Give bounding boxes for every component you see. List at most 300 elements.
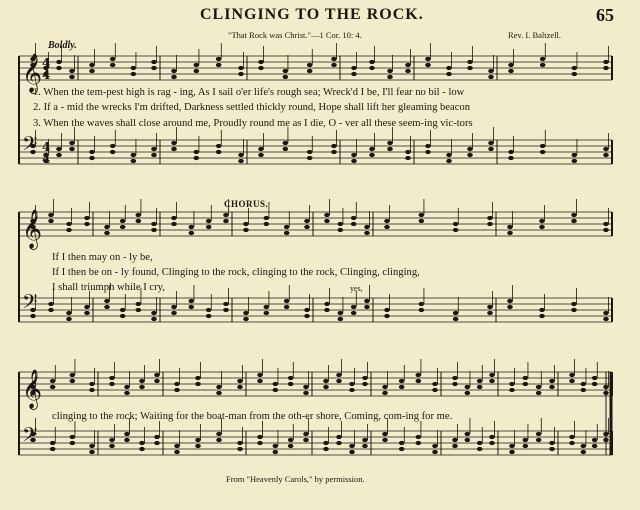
notehead: [151, 153, 157, 157]
system2-lyric-line-1: If I then may on - ly be,: [52, 252, 153, 263]
notehead: [303, 385, 309, 389]
treble-clef-icon: 𝄞: [22, 209, 43, 249]
notehead: [195, 444, 201, 448]
notehead: [323, 379, 329, 383]
notehead: [351, 305, 357, 309]
notehead: [136, 219, 142, 223]
notehead: [477, 385, 483, 389]
time-signature-bottom: 4: [42, 152, 51, 166]
notehead: [382, 391, 388, 395]
notehead: [603, 153, 609, 157]
notehead: [66, 222, 72, 226]
notehead: [89, 69, 95, 73]
notehead: [477, 441, 483, 445]
notehead: [206, 219, 212, 223]
notehead: [539, 219, 545, 223]
notehead: [592, 382, 598, 386]
notehead: [151, 66, 157, 70]
notehead: [124, 385, 130, 389]
notehead: [194, 150, 200, 154]
notehead: [351, 159, 357, 163]
notehead: [351, 311, 357, 315]
notehead: [540, 63, 546, 67]
notehead: [364, 231, 370, 235]
notehead: [120, 225, 126, 229]
notehead: [48, 302, 54, 306]
notehead: [523, 438, 529, 442]
notehead: [223, 302, 229, 306]
epigraph: "That Rock was Christ."—1 Cor. 10: 4.: [228, 30, 362, 40]
notehead: [465, 385, 471, 389]
notehead: [283, 141, 289, 145]
notehead: [405, 63, 411, 67]
notehead: [399, 385, 405, 389]
notehead: [243, 222, 249, 226]
notehead: [283, 75, 289, 79]
notehead: [571, 219, 577, 223]
notehead: [507, 305, 513, 309]
notehead: [110, 150, 116, 154]
notehead: [540, 57, 546, 61]
notehead: [331, 144, 337, 148]
notehead: [465, 432, 471, 436]
notehead: [465, 438, 471, 442]
notehead: [206, 314, 212, 318]
notehead: [151, 317, 157, 321]
notehead: [351, 72, 357, 76]
notehead: [151, 311, 157, 315]
notehead: [384, 314, 390, 318]
notehead: [446, 159, 452, 163]
notehead: [189, 231, 195, 235]
notehead: [364, 305, 370, 309]
notehead: [572, 153, 578, 157]
notehead: [307, 63, 313, 67]
notehead: [569, 373, 575, 377]
notehead: [303, 438, 309, 442]
notehead: [264, 305, 270, 309]
page-title: CLINGING TO THE ROCK.: [200, 6, 424, 23]
notehead: [189, 299, 195, 303]
notehead: [338, 317, 344, 321]
notehead: [174, 444, 180, 448]
notehead: [110, 144, 116, 148]
notehead: [223, 219, 229, 223]
notehead: [540, 150, 546, 154]
notehead: [399, 447, 405, 451]
notehead: [477, 379, 483, 383]
notehead: [331, 63, 337, 67]
notehead: [523, 382, 529, 386]
notehead: [216, 391, 222, 395]
notehead: [84, 222, 90, 226]
notehead: [89, 444, 95, 448]
notehead: [507, 225, 513, 229]
notehead: [174, 388, 180, 392]
notehead: [258, 60, 264, 64]
notehead: [523, 444, 529, 448]
notehead: [324, 213, 330, 217]
notehead: [273, 382, 279, 386]
notehead: [151, 222, 157, 226]
notehead: [273, 450, 279, 454]
notehead: [84, 216, 90, 220]
notehead: [195, 376, 201, 380]
notehead: [56, 60, 62, 64]
notehead: [323, 447, 329, 451]
notehead: [508, 63, 514, 67]
notehead: [257, 379, 263, 383]
notehead: [104, 299, 110, 303]
notehead: [571, 308, 577, 312]
notehead: [304, 219, 310, 223]
notehead: [131, 72, 137, 76]
notehead: [488, 69, 494, 73]
notehead: [336, 435, 342, 439]
notehead: [384, 225, 390, 229]
notehead: [110, 63, 116, 67]
notehead: [70, 379, 76, 383]
footer-credit: From "Heavenly Carols," by permission.: [226, 474, 365, 484]
notehead: [362, 382, 368, 386]
notehead: [382, 438, 388, 442]
notehead: [349, 388, 355, 392]
notehead: [70, 441, 76, 445]
notehead: [453, 317, 459, 321]
notehead: [338, 228, 344, 232]
notehead: [237, 441, 243, 445]
notehead: [223, 213, 229, 217]
notehead: [569, 435, 575, 439]
notehead: [603, 311, 609, 315]
notehead: [307, 69, 313, 73]
notehead: [89, 150, 95, 154]
notehead: [523, 376, 529, 380]
notehead: [109, 438, 115, 442]
notehead: [257, 435, 263, 439]
notehead: [284, 231, 290, 235]
notehead: [432, 450, 438, 454]
notehead: [139, 385, 145, 389]
notehead: [89, 63, 95, 67]
notehead: [571, 302, 577, 306]
notehead: [324, 308, 330, 312]
notehead: [536, 391, 542, 395]
notehead: [48, 213, 54, 217]
notehead: [362, 444, 368, 448]
notehead: [581, 444, 587, 448]
notehead: [171, 147, 177, 151]
notehead: [453, 228, 459, 232]
notehead: [194, 156, 200, 160]
notehead: [243, 228, 249, 232]
notehead: [488, 147, 494, 151]
notehead: [110, 57, 116, 61]
notehead: [120, 308, 126, 312]
notehead: [467, 66, 473, 70]
notehead: [84, 305, 90, 309]
notehead: [364, 225, 370, 229]
notehead: [369, 153, 375, 157]
notehead: [194, 69, 200, 73]
notehead: [104, 225, 110, 229]
notehead: [540, 144, 546, 148]
notehead: [124, 438, 130, 442]
notehead: [369, 147, 375, 151]
notehead: [120, 219, 126, 223]
notehead: [507, 231, 513, 235]
notehead: [425, 144, 431, 148]
notehead: [257, 373, 263, 377]
notehead: [237, 385, 243, 389]
notehead: [104, 231, 110, 235]
notehead: [324, 302, 330, 306]
notehead: [66, 317, 72, 321]
notehead: [171, 75, 177, 79]
notehead: [171, 141, 177, 145]
notehead: [509, 388, 515, 392]
notehead: [151, 60, 157, 64]
bass-clef-icon: 𝄢: [22, 290, 38, 318]
notehead: [139, 441, 145, 445]
notehead: [139, 447, 145, 451]
notehead: [189, 305, 195, 309]
notehead: [349, 444, 355, 448]
notehead: [349, 382, 355, 386]
notehead: [171, 216, 177, 220]
verse-2-lyrics: 2. If a - mid the wrecks I'm drifted, Darkness settled thickly round, Hope shall lift her gleaming beacon: [33, 102, 471, 113]
notehead: [452, 376, 458, 380]
notehead: [264, 216, 270, 220]
notehead: [136, 308, 142, 312]
notehead: [237, 447, 243, 451]
notehead: [405, 69, 411, 73]
notehead: [387, 147, 393, 151]
notehead: [569, 441, 575, 445]
notehead: [425, 63, 431, 67]
notehead: [48, 219, 54, 223]
notehead: [508, 150, 514, 154]
notehead: [89, 382, 95, 386]
notehead: [467, 147, 473, 151]
notehead: [66, 228, 72, 232]
notehead: [384, 308, 390, 312]
notehead: [603, 432, 609, 436]
notehead: [382, 432, 388, 436]
notehead: [124, 391, 130, 395]
notehead: [304, 225, 310, 229]
notehead: [432, 444, 438, 448]
notehead: [131, 153, 137, 157]
notehead: [336, 379, 342, 383]
notehead: [323, 385, 329, 389]
notehead: [416, 379, 422, 383]
notehead: [238, 72, 244, 76]
notehead: [216, 150, 222, 154]
notehead: [489, 441, 495, 445]
notehead: [264, 311, 270, 315]
notehead: [120, 314, 126, 318]
notehead: [592, 438, 598, 442]
notehead: [171, 311, 177, 315]
notehead: [69, 75, 75, 79]
notehead: [331, 57, 337, 61]
notehead: [69, 141, 75, 145]
notehead: [508, 156, 514, 160]
time-signature-bottom: 4: [42, 68, 51, 82]
notehead: [387, 141, 393, 145]
notehead: [351, 216, 357, 220]
notehead: [349, 450, 355, 454]
notehead: [487, 222, 493, 226]
notehead: [387, 75, 393, 79]
notehead: [351, 153, 357, 157]
notehead: [382, 385, 388, 389]
notehead: [603, 222, 609, 226]
notehead: [536, 438, 542, 442]
notehead: [539, 225, 545, 229]
notehead: [50, 379, 56, 383]
notehead: [238, 153, 244, 157]
notehead: [487, 216, 493, 220]
notehead: [416, 435, 422, 439]
notehead: [509, 450, 515, 454]
notehead: [432, 382, 438, 386]
notehead: [419, 308, 425, 312]
notehead: [89, 156, 95, 160]
notehead: [237, 379, 243, 383]
notehead: [284, 299, 290, 303]
notehead: [136, 213, 142, 217]
notehead: [194, 63, 200, 67]
notehead: [453, 311, 459, 315]
notehead: [405, 150, 411, 154]
verse-3-lyrics: 3. When the waves shall close around me, Proudly round me as I die, O - ver all these seem-ing vic-tors: [33, 118, 473, 129]
notehead: [369, 60, 375, 64]
notehead: [549, 441, 555, 445]
notehead: [446, 66, 452, 70]
notehead: [50, 385, 56, 389]
notehead: [331, 150, 337, 154]
notehead: [195, 438, 201, 442]
notehead: [303, 391, 309, 395]
notehead: [56, 153, 62, 157]
notehead: [284, 225, 290, 229]
notehead: [477, 447, 483, 451]
notehead: [581, 450, 587, 454]
notehead: [351, 222, 357, 226]
notehead: [603, 385, 609, 389]
system2-bass-word: yes,: [350, 284, 363, 293]
notehead: [603, 147, 609, 151]
notehead: [124, 432, 130, 436]
notehead: [288, 382, 294, 386]
notehead: [603, 438, 609, 442]
notehead: [489, 435, 495, 439]
notehead: [387, 69, 393, 73]
notehead: [109, 444, 115, 448]
bass-clef-icon: 𝄢: [22, 423, 38, 451]
notehead: [399, 441, 405, 445]
notehead: [603, 317, 609, 321]
notehead: [238, 159, 244, 163]
notehead: [549, 447, 555, 451]
notehead: [216, 385, 222, 389]
notehead: [50, 447, 56, 451]
notehead: [139, 379, 145, 383]
notehead: [419, 213, 425, 217]
notehead: [362, 376, 368, 380]
notehead: [223, 308, 229, 312]
notehead: [288, 444, 294, 448]
notehead: [264, 222, 270, 226]
notehead: [351, 66, 357, 70]
notehead: [467, 153, 473, 157]
notehead: [488, 75, 494, 79]
notehead: [336, 441, 342, 445]
notehead: [171, 69, 177, 73]
notehead: [171, 305, 177, 309]
system3-lyric-line: clinging to the rock; Waiting for the boat-man from the oth-er shore, Coming, com-ing for me.: [52, 411, 453, 422]
notehead: [174, 382, 180, 386]
notehead: [384, 219, 390, 223]
notehead: [453, 222, 459, 226]
notehead: [419, 302, 425, 306]
notehead: [338, 311, 344, 315]
notehead: [154, 379, 160, 383]
notehead: [206, 225, 212, 229]
notehead: [69, 69, 75, 73]
notehead: [288, 438, 294, 442]
notehead: [216, 63, 222, 67]
notehead: [467, 60, 473, 64]
notehead: [216, 57, 222, 61]
notehead: [258, 153, 264, 157]
notehead: [109, 382, 115, 386]
notehead: [89, 450, 95, 454]
notehead: [66, 311, 72, 315]
notehead: [603, 391, 609, 395]
notehead: [189, 225, 195, 229]
notehead: [452, 438, 458, 442]
notehead: [425, 57, 431, 61]
time-signature-top: 4: [42, 56, 51, 70]
notehead: [362, 438, 368, 442]
notehead: [283, 147, 289, 151]
notehead: [507, 299, 513, 303]
notehead: [304, 314, 310, 318]
notehead: [303, 432, 309, 436]
notehead: [154, 441, 160, 445]
notehead: [539, 314, 545, 318]
notehead: [243, 317, 249, 321]
notehead: [508, 69, 514, 73]
notehead: [323, 441, 329, 445]
notehead: [195, 382, 201, 386]
notehead: [489, 379, 495, 383]
notehead: [489, 373, 495, 377]
notehead: [216, 144, 222, 148]
notehead: [603, 66, 609, 70]
notehead: [569, 379, 575, 383]
notehead: [84, 311, 90, 315]
notehead: [151, 147, 157, 151]
notehead: [56, 147, 62, 151]
notehead: [70, 435, 76, 439]
page-number: 65: [596, 5, 614, 25]
verse-1-lyrics: 1. When the tem-pest high is rag - ing, As I sail o'er life's rough sea; Wreck'd I be, I'll fear no bil - low: [33, 87, 465, 98]
notehead: [154, 373, 160, 377]
